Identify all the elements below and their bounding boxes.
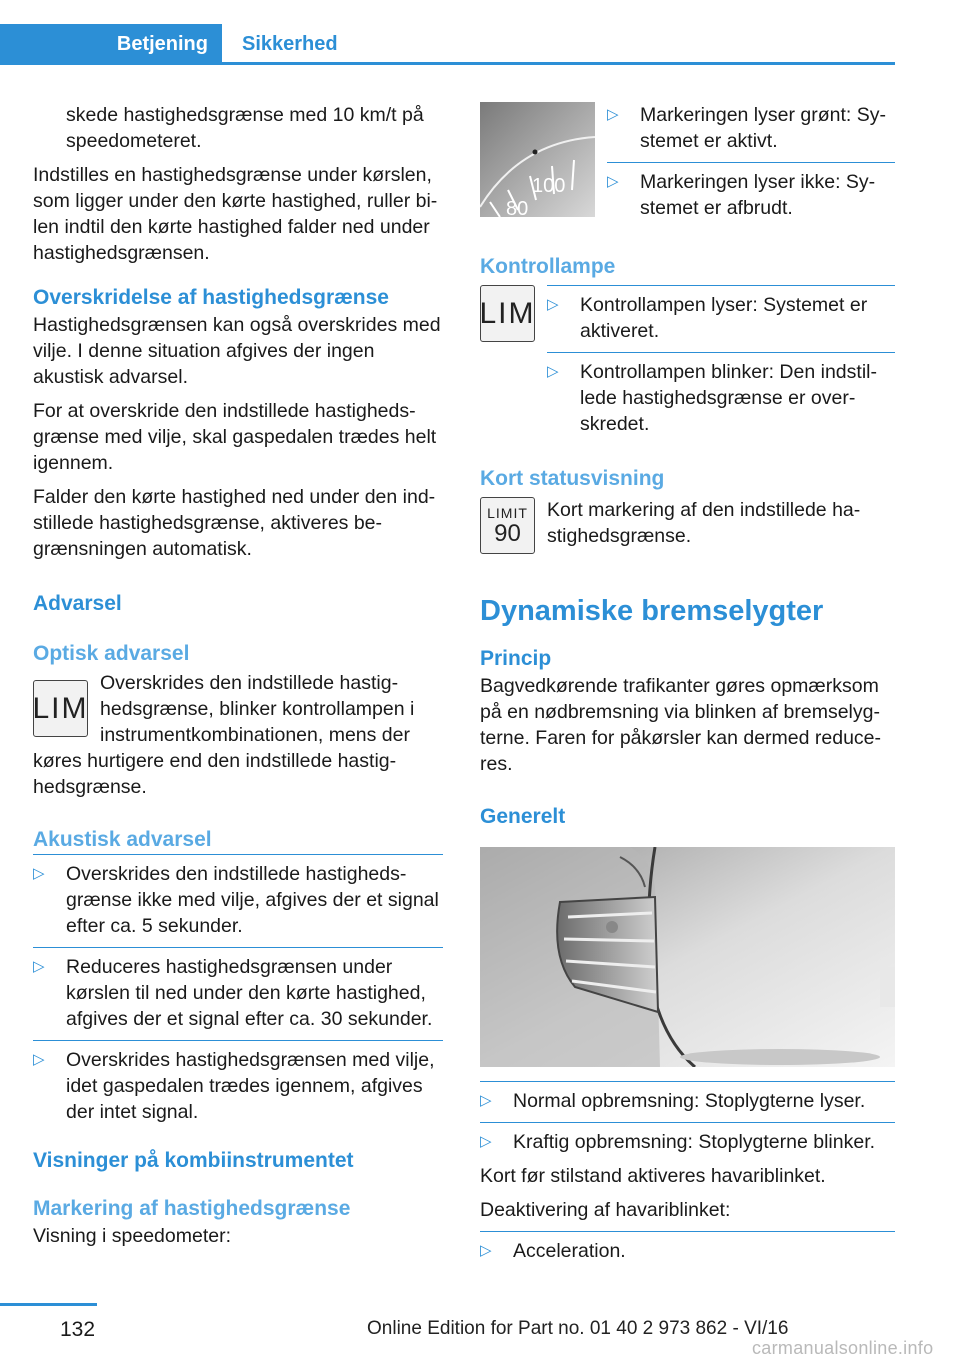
lim-icon-text: LIM [479, 296, 536, 330]
tab-sikkerhed[interactable] [222, 24, 338, 64]
list-rule [547, 352, 895, 353]
list-item [547, 359, 895, 437]
list-item-text: Acceleration. [513, 1240, 626, 1262]
list-item-text: Overskrides hastighedsgrænsen med vilje, idet gaspedalen trædes igennem, afgives der intet signal. [66, 1049, 435, 1123]
list-rule [33, 1040, 443, 1041]
lim-indicator-icon [33, 680, 88, 737]
heading-dynamiske-bremselygter: Dynamiske bremselygter [480, 595, 824, 627]
paragraph-overskridelse-2: For at overskride den indstillede hastigheds-grænse med vilje, skal gaspedalen trædes helt igennem. [33, 400, 437, 474]
list-rule [480, 1081, 895, 1082]
heading-akustisk-advarsel: Akustisk advarsel [33, 828, 212, 851]
list-item-text: Markeringen lyser ikke: Sy-stemet er afbrudt. [640, 171, 876, 219]
heading-visninger: Visninger på kombiinstrumentet [33, 1149, 354, 1172]
bullet-triangle-icon: ▷ [480, 1092, 492, 1109]
bullet-triangle-icon: ▷ [607, 173, 619, 190]
bullet-triangle-icon: ▷ [480, 1133, 492, 1150]
bullet-triangle-icon: ▷ [33, 958, 45, 975]
akustisk-rule [33, 854, 443, 855]
list-item [33, 954, 443, 1032]
speedometer-block [480, 102, 895, 229]
tab-sikkerhed-label: Sikkerhed [242, 32, 338, 55]
list-item [480, 1238, 895, 1264]
speedo-label-100: 100 [532, 175, 566, 197]
paragraph-continuation: skede hastighedsgrænse med 10 km/t på speedometeret. [66, 104, 424, 152]
list-item-text: Overskrides den indstillede hastigheds-grænse ikke med vilje, afgives der et signal efter ca. 5 sekunder. [66, 863, 439, 937]
optisk-block [33, 670, 443, 808]
list-rule [480, 1231, 895, 1232]
bullet-triangle-icon: ▷ [480, 1242, 492, 1259]
speedo-label-80: 80 [506, 198, 529, 217]
limit-90-icon [480, 497, 535, 554]
paragraph-visning-speedometer: Visning i speedometer: [33, 1225, 232, 1247]
list-item [33, 1047, 443, 1125]
watermark: carmanualsonline.info [752, 1338, 934, 1358]
kontrollampe-list [547, 285, 895, 445]
list-item-text: Kontrollampen lyser: Systemet er aktiveret. [580, 294, 868, 342]
heading-advarsel: Advarsel [33, 592, 122, 615]
paragraph-optisk: Overskrides den indstillede hastig-hedsgrænse, blinker kontrollampen i instrumentkombinationen, mens der køres hurtigere end den indstillede hastig-hedsgrænse. [33, 672, 415, 798]
list-rule [547, 285, 895, 286]
list-item-text: Reduceres hastighedsgrænsen under kørslen til ned under den kørte hastighed, afgives der et signal efter ca. 30 sekunder. [66, 956, 433, 1030]
footer-divider [0, 1303, 97, 1306]
paragraph-overskridelse-1: Hastighedsgrænsen kan også overskrides med vilje. I denne situation afgives der ingen akustisk advarsel. [33, 314, 441, 388]
page-number: 132 [60, 1318, 96, 1341]
paragraph-kort: Kort markering af den indstillede ha-stighedsgrænse. [547, 499, 861, 547]
list-rule [480, 1122, 895, 1123]
heading-kort-statusvisning: Kort statusvisning [480, 467, 665, 490]
lim-icon-text: LIM [32, 691, 89, 725]
kort-block [480, 497, 895, 557]
bullet-triangle-icon: ▷ [33, 865, 45, 882]
list-item [607, 169, 895, 221]
edition-text: Online Edition for Part no. 01 40 2 973 862 - VI/16 [367, 1318, 789, 1339]
bullet-triangle-icon: ▷ [547, 296, 559, 313]
list-item [480, 1088, 895, 1114]
bullet-triangle-icon: ▷ [33, 1051, 45, 1068]
speedometer-image [480, 102, 595, 217]
bullet-triangle-icon: ▷ [547, 363, 559, 380]
heading-overskridelse: Overskridelse af hastighedsgrænse [33, 286, 389, 309]
lim-indicator-icon [480, 285, 535, 342]
heading-generelt: Generelt [480, 805, 566, 828]
list-item-text: Normal opbremsning: Stoplygterne lyser. [513, 1090, 866, 1112]
bullet-triangle-icon: ▷ [607, 106, 619, 123]
heading-optisk-advarsel: Optisk advarsel [33, 642, 190, 665]
heading-princip: Princip [480, 647, 552, 670]
list-item [33, 861, 443, 939]
kontrollampe-block [480, 285, 895, 445]
paragraph-princip: Bagvedkørende trafikanter gøres opmærksom på en nødbremsning via blinken af bremselyg-terne. Faren for påkørsler kan dermed reduce-res. [480, 675, 882, 775]
tab-betjening-label: Betjening [116, 32, 208, 55]
right-column [480, 102, 895, 1272]
markering-list [595, 102, 895, 229]
list-item-text: Kontrollampen blinker: Den indstil-lede hastighedsgrænse er over-skredet. [580, 361, 877, 435]
paragraph-overskridelse-3: Falder den kørte hastighed ned under den ind-stillede hastighedsgrænse, aktiveres be-grænsningen automatisk. [33, 486, 436, 560]
list-rule [607, 162, 895, 163]
list-item-text: Markeringen lyser grønt: Sy-stemet er aktivt. [640, 104, 886, 152]
taillight-image [480, 847, 895, 1067]
list-item [547, 292, 895, 344]
heading-kontrollampe: Kontrollampe [480, 255, 616, 278]
heading-markering: Markering af hastighedsgrænse [33, 1197, 351, 1220]
list-rule [33, 947, 443, 948]
paragraph-deaktivering: Deaktivering af havariblinket: [480, 1199, 731, 1221]
list-item [480, 1129, 895, 1155]
limit-icon-label: LIMIT [487, 504, 528, 521]
list-item-text: Kraftig opbremsning: Stoplygterne blinker. [513, 1131, 876, 1153]
list-item [607, 102, 895, 154]
paragraph-driving-limit: Indstilles en hastighedsgrænse under kørslen, som ligger under den kørte hastighed, ruller bi-len indtil den kørte hastighed falder ned under hastighedsgrænsen. [33, 164, 438, 264]
tab-betjening[interactable] [0, 24, 222, 64]
paragraph-havari: Kort før stilstand aktiveres havariblinket. [480, 1165, 826, 1187]
header-divider [0, 62, 895, 65]
left-column [33, 102, 443, 1257]
limit-icon-value: 90 [494, 519, 521, 547]
